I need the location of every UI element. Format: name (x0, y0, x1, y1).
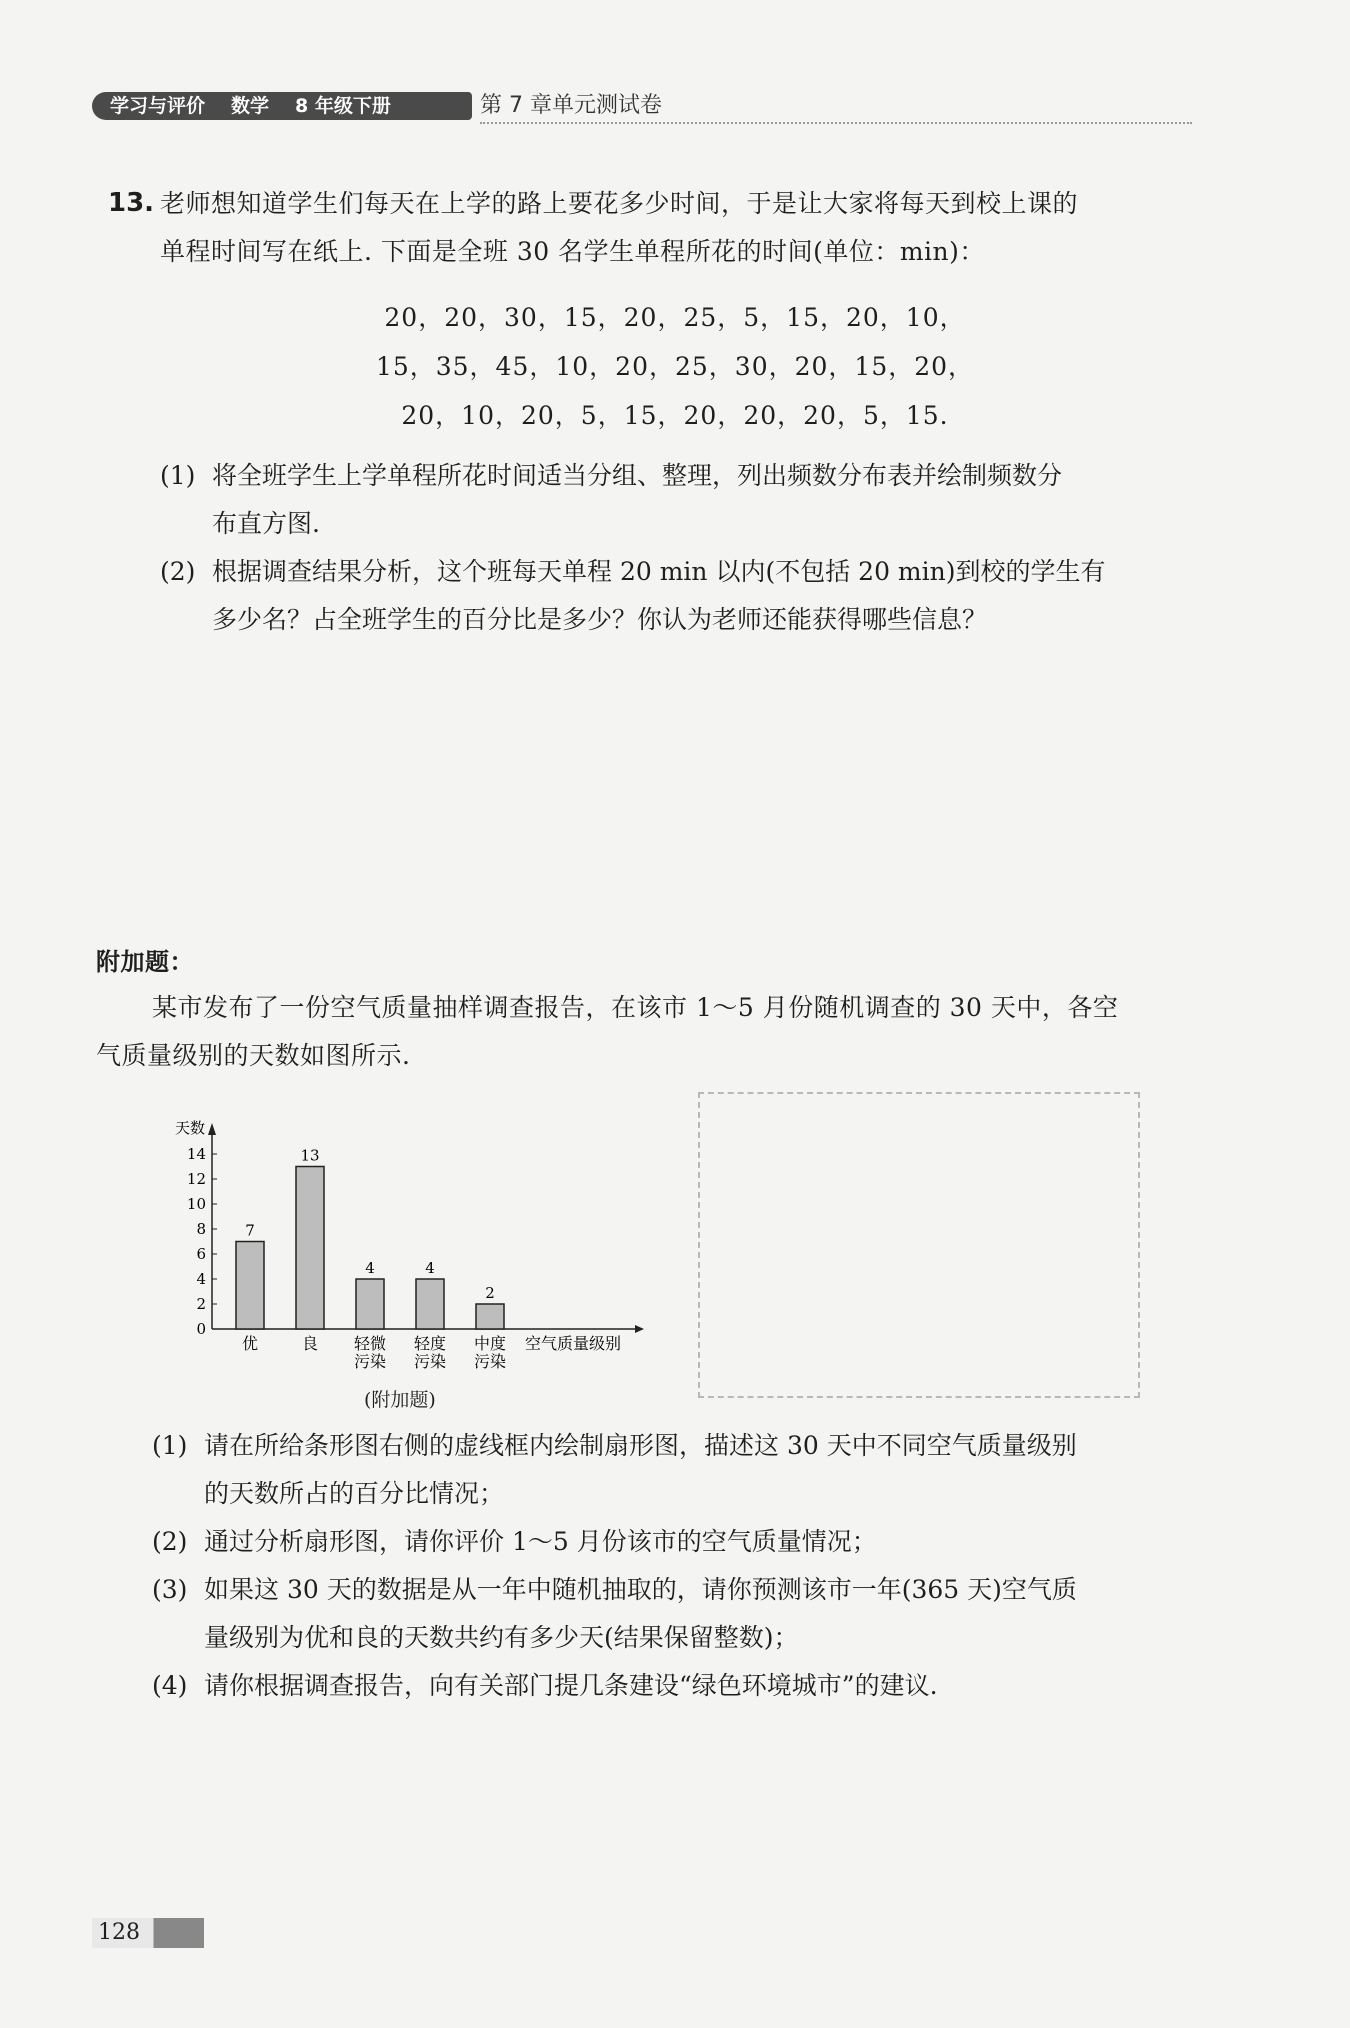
q13-data-line3: 20，10，20，5，15，20，20，20，5，15. (401, 401, 949, 430)
extra-part2 (152, 1518, 877, 1566)
page-number: 128 (98, 1920, 140, 1945)
x-category-label: 轻微 (353, 1334, 387, 1353)
part-text: 请在所给条形图右侧的虚线框内绘制扇形图，描述这 30 天中不同空气质量级别 (204, 1431, 1077, 1460)
chapter-title: 第 7 章单元测试卷 (480, 93, 662, 118)
y-tick-label: 8 (196, 1220, 206, 1238)
bar (416, 1279, 444, 1329)
y-tick-label: 2 (196, 1295, 206, 1313)
part-label: (1) (152, 1431, 188, 1460)
extra-intro-line1: 某市发布了一份空气质量抽样调查报告，在该市 1～5 月份随机调查的 30 天中，各空 (152, 993, 1119, 1022)
bar (476, 1304, 504, 1329)
extra-part1 (152, 1422, 1077, 1470)
extra-part1-cont: 的天数所占的百分比情况； (204, 1479, 505, 1508)
x-category-label: 良 (301, 1334, 319, 1353)
part-text: 如果这 30 天的数据是从一年中随机抽取的，请你预测该市一年(365 天)空气质 (204, 1575, 1077, 1604)
q13-data-line2: 15，35，45，10，20，25，30，20，15，20， (375, 352, 975, 381)
q13-part1-cont: 布直方图. (212, 509, 320, 538)
bar-value-label: 4 (365, 1259, 375, 1277)
y-axis-arrow (208, 1123, 216, 1135)
book-series: 学习与评价 (110, 95, 206, 117)
y-tick-label: 0 (196, 1320, 206, 1338)
x-category-label: 污染 (413, 1352, 447, 1371)
y-tick-label: 14 (186, 1145, 206, 1163)
x-category-label: 污染 (353, 1352, 387, 1371)
part-label: (4) (152, 1671, 188, 1700)
x-category-label: 污染 (473, 1352, 507, 1371)
q13-part2-cont: 多少名？占全班学生的百分比是多少？你认为老师还能获得哪些信息？ (212, 605, 988, 634)
q13-part2 (160, 548, 1105, 596)
book-title-badge (92, 92, 472, 120)
bar (236, 1242, 264, 1330)
y-tick-label: 6 (196, 1245, 206, 1263)
y-tick-label: 10 (186, 1195, 206, 1213)
page-header (92, 88, 1192, 124)
x-category-label: 轻度 (413, 1334, 447, 1353)
x-category-label: 优 (241, 1334, 259, 1353)
part-label: (2) (152, 1527, 188, 1556)
x-axis-arrow (635, 1325, 644, 1333)
bar-value-label: 2 (485, 1284, 495, 1302)
x-category-label: 中度 (473, 1334, 507, 1353)
extra-intro-line2: 气质量级别的天数如图所示. (96, 1041, 411, 1070)
part-label: (1) (160, 461, 196, 490)
question-number: 13. (108, 188, 155, 218)
part-text: 将全班学生上学单程所花时间适当分组、整理，列出频数分布表并绘制频数分 (212, 461, 1063, 490)
y-tick-label: 4 (196, 1270, 206, 1288)
bar (356, 1279, 384, 1329)
part-text: 通过分析扇形图，请你评价 1～5 月份该市的空气质量情况； (204, 1527, 877, 1556)
bar-value-label: 4 (425, 1259, 435, 1277)
page-number-tab (92, 1918, 204, 1948)
q13-part1 (160, 452, 1062, 500)
q13-data-line1: 20，20，30，15，20，25，5，15，20，10， (384, 303, 966, 332)
book-grade: 8 年级下册 (295, 95, 391, 117)
bar (296, 1167, 324, 1330)
bar-value-label: 7 (245, 1221, 255, 1240)
header-divider (480, 122, 1192, 124)
air-quality-bar-chart (150, 1105, 670, 1385)
book-subject: 数学 (231, 95, 270, 117)
pie-chart-drawing-area (698, 1092, 1140, 1398)
q13-stem-line2: 单程时间写在纸上. 下面是全班 30 名学生单程所花的时间(单位：min)： (160, 237, 985, 266)
extra-part3 (152, 1566, 1077, 1614)
part-text: 请你根据调查报告，向有关部门提几条建设“绿色环境城市”的建议. (204, 1671, 938, 1700)
part-label: (3) (152, 1575, 188, 1604)
extra-part3-cont: 量级别为优和良的天数共约有多少天(结果保留整数)； (204, 1623, 799, 1652)
y-tick-label: 12 (186, 1170, 206, 1188)
x-axis-label: 空气质量级别 (525, 1334, 622, 1353)
extra-part4 (152, 1662, 938, 1710)
extra-title: 附加题： (96, 948, 194, 976)
y-axis-label: 天数 (174, 1119, 205, 1137)
chart-caption: (附加题) (364, 1389, 436, 1411)
q13-stem-line1: 老师想知道学生们每天在上学的路上要花多少时间，于是让大家将每天到校上课的 (160, 189, 1079, 218)
part-label: (2) (160, 557, 196, 586)
part-text: 根据调查结果分析，这个班每天单程 20 min 以内(不包括 20 min)到校的学生有 (212, 557, 1106, 586)
bar-value-label: 13 (300, 1146, 320, 1165)
